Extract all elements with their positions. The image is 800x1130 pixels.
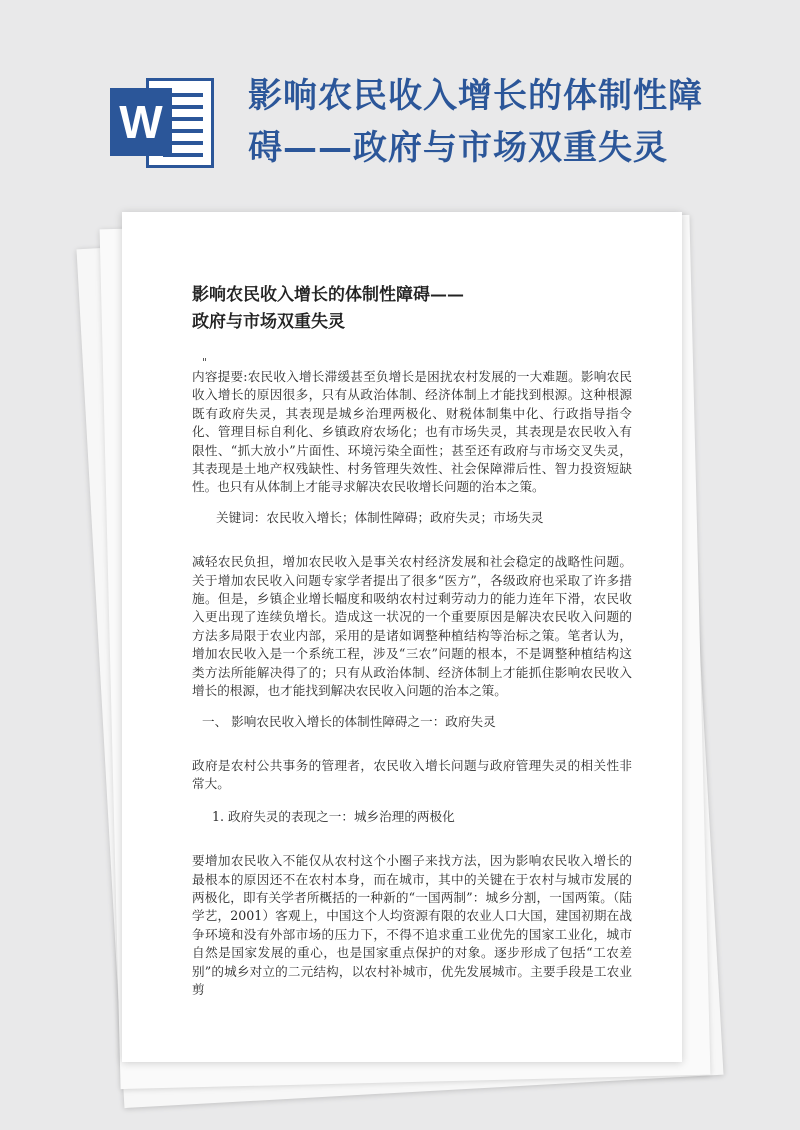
quote-mark: " — [202, 356, 208, 369]
word-letter-badge: W — [110, 88, 172, 156]
intro-paragraph: 减轻农民负担，增加农民收入是事关农村经济发展和社会稳定的战略性问题。关于增加农民收入问题专家学者提出了很多“医方”，各级政府也采取了许多措施。但是，乡镇企业增长幅度和吸纳农村过剩劳动力的能力连年下滑，农民收入更出现了连续负增长。造成这一状况的一个重要原因是解决农民收入问题的方法多局限于农业内部，采用的是诸如调整种植结构等治标之策。笔者认为，增加农民收入是一个系统工程，涉及“三农”问题的根本，不是调整种植结构这类方法所能解决得了的；只有从政治体制、经济体制上才能抓住影响农民收入增长的根源，也才能找到解决农民收入问题的治本之策。 — [192, 554, 632, 699]
subsection-1-paragraph: 要增加农民收入不能仅从农村这个小圈子来找方法，因为影响农民收入增长的最根本的原因还不在农村本身，而在城市，其中的关键在于农村与城市发展的两极化，即有关学者所概括的一种新的“一国两制”：城乡分割，一国两策。（陆学艺，2001）客观上，中国这个人均资源有限的农业人口大国，建国初期在战争环境和没有外部市场的压力下，不得不追求重工业优先的国家工业化，城市自然是国家发展的重心，也是国家重点保护的对象。逐步形成了包括“工农差别”的城乡对立的二元结构，以农村补城市，优先发展城市。主要手段是工农业剪 — [192, 853, 632, 997]
page-title — [248, 70, 768, 174]
document-page — [122, 212, 682, 1062]
document-title — [192, 282, 632, 336]
word-document-icon — [110, 72, 214, 174]
page-title-line-2: 碍——政府与市场双重失灵 — [248, 128, 668, 168]
abstract-paragraph: 内容提要:农民收入增长滞缓甚至负增长是困扰农村发展的一大难题。影响农民收入增长的原因很多，只有从政治体制、经济体制上才能找到根源。这种根源既有政府失灵，其表现是城乡治理两极化、财税体制集中化、行政指导指令化、管理目标自利化、乡镇政府农场化；也有市场失灵，其表现是农民收入有限性、“抓大放小”片面性、环境污染全面性；甚至还有政府与市场交叉失灵，其表现是土地产权残缺性、村务管理失效性、社会保障滞后性、智力投资短缺性。也只有从体制上才能寻求解决农民收增长问题的治本之策。 — [192, 369, 632, 495]
section-heading-1: 一、 影响农民收入增长的体制性障碍之一：政府失灵 — [202, 713, 496, 729]
subsection-heading-1: 1. 政府失灵的表现之一：城乡治理的两极化 — [212, 808, 455, 824]
section-1-paragraph: 政府是农村公共事务的管理者，农民收入增长问题与政府管理失灵的相关性非常大。 — [192, 757, 632, 792]
document-title-line-1: 影响农民收入增长的体制性障碍—— — [192, 285, 464, 305]
page-title-line-1: 影响农民收入增长的体制性障 — [248, 76, 703, 116]
document-content — [192, 282, 632, 999]
document-title-line-2: 政府与市场双重失灵 — [192, 312, 345, 332]
keywords-line: 关键词：农民收入增长；体制性障碍；政府失灵；市场失灵 — [216, 509, 544, 525]
